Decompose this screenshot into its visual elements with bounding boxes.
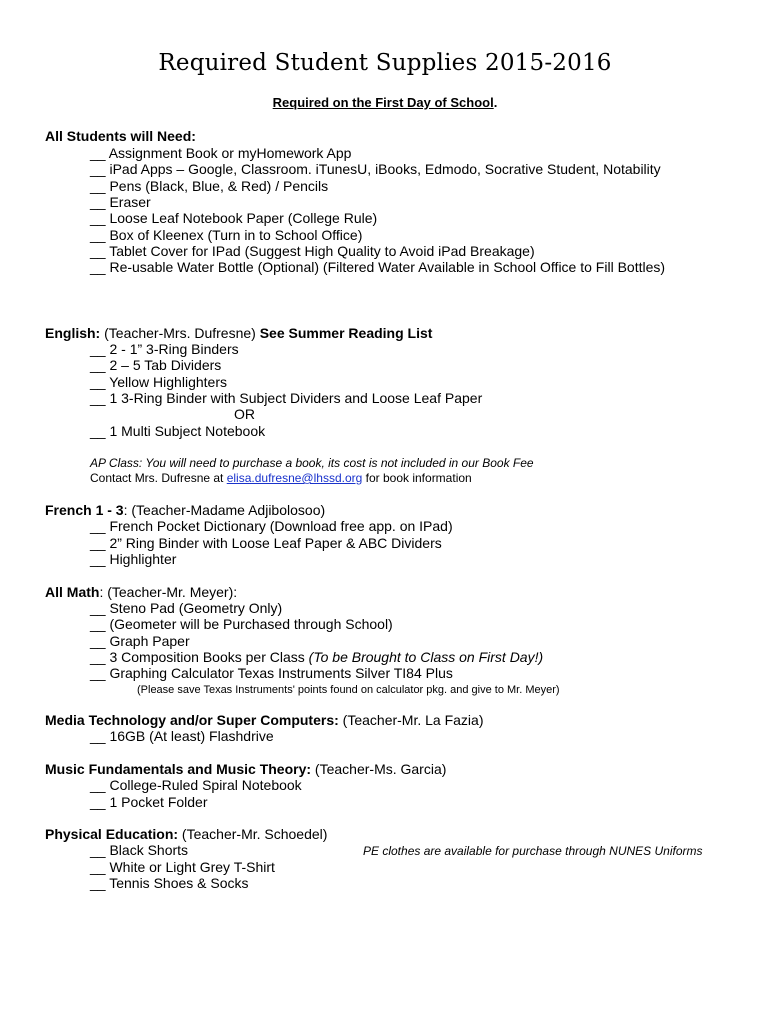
list-item: __ Re-usable Water Bottle (Optional) (Filtered Water Available in School Office to Fill Bottles) bbox=[90, 259, 666, 275]
english-label: English: bbox=[45, 325, 101, 341]
list-item: __ 1 Multi Subject Notebook bbox=[90, 423, 266, 439]
contact-prefix: Contact Mrs. Dufresne at bbox=[90, 471, 227, 485]
list-item: __ iPad Apps – Google, Classroom. iTunesU, iBooks, Edmodo, Socrative Student, Notability bbox=[90, 161, 661, 177]
list-item: __ Pens (Black, Blue, & Red) / Pencils bbox=[90, 178, 329, 194]
english-heading bbox=[45, 325, 432, 341]
page-title: Required Student Supplies 2015-2016 bbox=[158, 50, 612, 76]
english-contact bbox=[90, 470, 472, 486]
list-item: __ Steno Pad (Geometry Only) bbox=[90, 600, 283, 616]
list-item: __ Black Shorts bbox=[90, 842, 189, 858]
music-teacher: (Teacher-Ms. Garcia) bbox=[311, 761, 447, 777]
list-item: __ Assignment Book or myHomework App bbox=[90, 145, 352, 161]
media-teacher: (Teacher-Mr. La Fazia) bbox=[338, 712, 484, 728]
music-label: Music Fundamentals and Music Theory: bbox=[45, 761, 312, 777]
list-item: __ Yellow Highlighters bbox=[90, 374, 227, 390]
or-separator: OR bbox=[234, 406, 255, 422]
composition-item: __ 3 Composition Books per Class bbox=[90, 649, 309, 665]
english-teacher: (Teacher-Mrs. Dufresne) bbox=[100, 325, 260, 341]
pe-teacher: (Teacher-Mr. Schoedel) bbox=[178, 826, 328, 842]
summer-reading-label: See Summer Reading List bbox=[259, 325, 433, 341]
composition-note: (To be Brought to Class on First Day!) bbox=[308, 649, 544, 665]
pe-uniform-note: PE clothes are available for purchase through NUNES Uniforms bbox=[363, 844, 703, 858]
music-heading bbox=[45, 761, 446, 777]
list-item: __ (Geometer will be Purchased through School) bbox=[90, 616, 393, 632]
math-teacher: : (Teacher-Mr. Meyer): bbox=[99, 584, 238, 600]
media-label: Media Technology and/or Super Computers: bbox=[45, 712, 339, 728]
math-label: All Math bbox=[45, 584, 100, 600]
list-item: __ 16GB (At least) Flashdrive bbox=[90, 728, 274, 744]
list-item: __ Tablet Cover for IPad (Suggest High Quality to Avoid iPad Breakage) bbox=[90, 243, 535, 259]
contact-email-link[interactable]: elisa.dufresne@lhssd.org bbox=[226, 471, 363, 485]
french-heading bbox=[45, 502, 325, 518]
pe-heading bbox=[45, 826, 327, 842]
subtitle-text: Required on the First Day of School bbox=[272, 95, 494, 110]
all-students-heading: All Students will Need: bbox=[45, 128, 196, 144]
list-item: __ Graphing Calculator Texas Instruments Silver TI84 Plus bbox=[90, 665, 453, 681]
list-item: __ Eraser bbox=[90, 194, 151, 210]
list-item: __ French Pocket Dictionary (Download free app. on IPad) bbox=[90, 518, 453, 534]
page-subtitle bbox=[0, 95, 770, 110]
list-item: __ 2 - 1” 3-Ring Binders bbox=[90, 341, 239, 357]
contact-suffix: for book information bbox=[362, 471, 472, 485]
list-item: __ 2” Ring Binder with Loose Leaf Paper & ABC Dividers bbox=[90, 535, 442, 551]
ap-class-note: AP Class: You will need to purchase a book, its cost is not included in our Book Fee bbox=[90, 456, 534, 470]
media-heading bbox=[45, 712, 484, 728]
french-teacher: : (Teacher-Madame Adjibolosoo) bbox=[123, 502, 326, 518]
list-item: __ Tennis Shoes & Socks bbox=[90, 875, 249, 891]
list-item: __ Loose Leaf Notebook Paper (College Rule) bbox=[90, 210, 378, 226]
subtitle-period: . bbox=[493, 95, 498, 110]
math-heading bbox=[45, 584, 237, 600]
list-item: __ White or Light Grey T-Shirt bbox=[90, 859, 275, 875]
list-item: __ 2 – 5 Tab Dividers bbox=[90, 357, 222, 373]
french-label: French 1 - 3 bbox=[45, 502, 124, 518]
list-item: __ Box of Kleenex (Turn in to School Office) bbox=[90, 227, 363, 243]
list-item: __ 1 Pocket Folder bbox=[90, 794, 208, 810]
points-note: (Please save Texas Instruments' points found on calculator pkg. and give to Mr. Meyer) bbox=[137, 684, 560, 696]
pe-label: Physical Education: bbox=[45, 826, 179, 842]
list-item: __ Highlighter bbox=[90, 551, 177, 567]
list-item bbox=[90, 649, 543, 665]
list-item: __ College-Ruled Spiral Notebook bbox=[90, 777, 302, 793]
list-item: __ Graph Paper bbox=[90, 633, 190, 649]
list-item: __ 1 3-Ring Binder with Subject Dividers and Loose Leaf Paper bbox=[90, 390, 483, 406]
